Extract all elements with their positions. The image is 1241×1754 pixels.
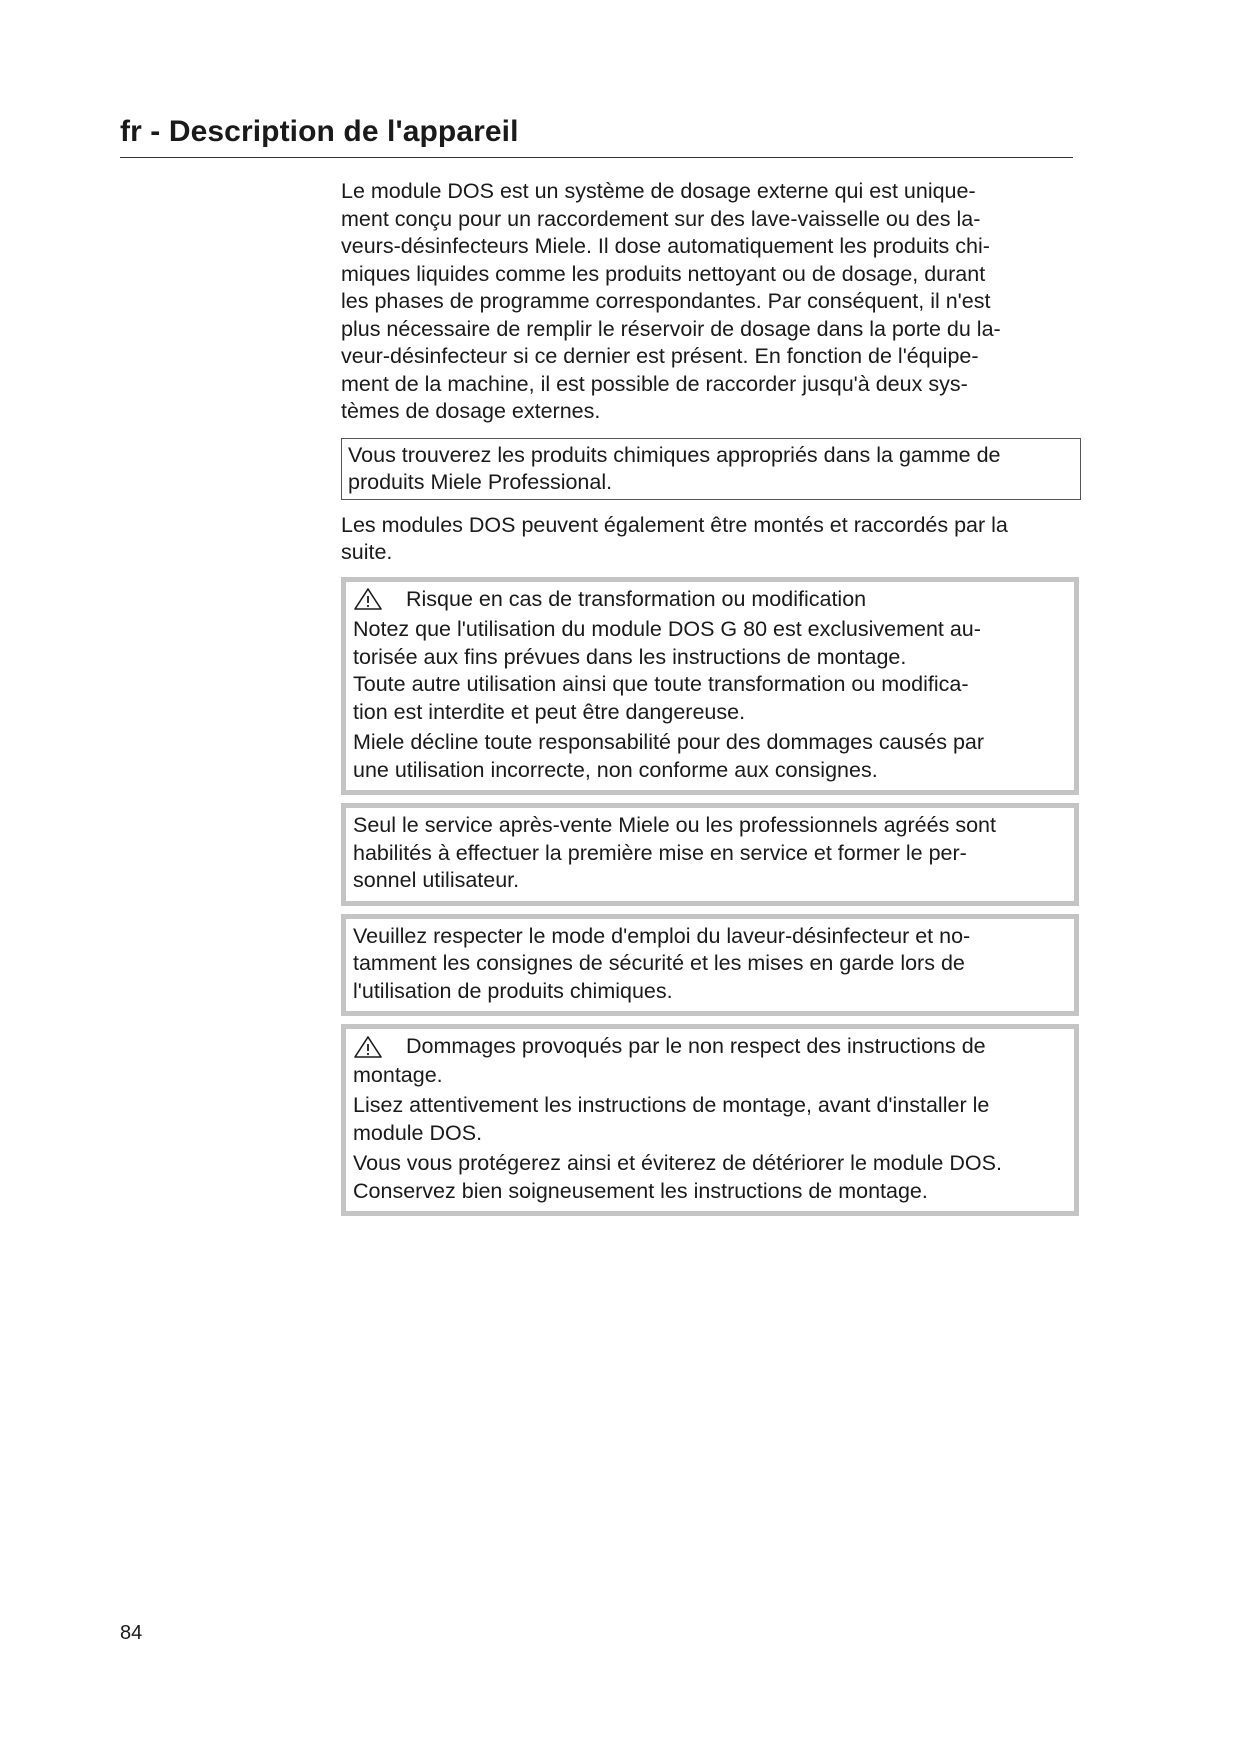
text-line: tamment les consignes de sécurité et les mises en garde lors de: [353, 951, 965, 975]
text-line: produits Miele Professional.: [348, 470, 613, 494]
page-title: fr - Description de l'appareil: [120, 115, 519, 148]
text-line: Notez que l'utilisation du module DOS G 80 est exclusivement au-: [353, 617, 981, 641]
retrofit-paragraph: [341, 512, 1069, 567]
text-line: ment de la machine, il est possible de raccorder jusqu'à deux sys-: [341, 371, 968, 396]
warning-paragraph: [353, 729, 1066, 784]
text-line: plus nécessaire de remplir le réservoir de dosage dans la porte du la-: [341, 316, 1001, 341]
text-line: Le module DOS est un système de dosage externe qui est unique-: [341, 179, 976, 203]
warning-paragraph: [353, 1150, 1066, 1205]
chemicals-note-box: [341, 438, 1081, 500]
warning-heading-row: [353, 1033, 1066, 1061]
text-line: Vous vous protégerez ainsi et éviterez de détériorer le module DOS.: [353, 1151, 1002, 1175]
text-line: veurs-désinfecteurs Miele. Il dose automatiquement les produits chi-: [341, 234, 990, 258]
service-note-box: [341, 803, 1079, 906]
warning-paragraph: [353, 1092, 1066, 1147]
page-header: [120, 114, 1073, 158]
warning-heading-row: [353, 586, 1066, 614]
text-line: Veuillez respecter le mode d'emploi du laveur-désinfecteur et no-: [353, 923, 971, 948]
warning-paragraph: [353, 671, 1066, 726]
text-line: module DOS.: [353, 1120, 483, 1145]
text-line: torisée aux fins prévues dans les instructions de montage.: [353, 644, 907, 669]
text-line: Miele décline toute responsabilité pour des dommages causés par: [353, 730, 985, 754]
text-line: Toute autre utilisation ainsi que toute transformation ou modifica-: [353, 672, 969, 696]
warning-paragraph: [353, 616, 1066, 671]
text-line: Lisez attentivement les instructions de montage, avant d'installer le: [353, 1093, 990, 1117]
text-line: ment conçu pour un raccordement sur des lave-vaisselle ou des la-: [341, 206, 981, 231]
warning-heading: Dommages provoqués par le non respect des instructions de: [406, 1034, 986, 1058]
text-line: Les modules DOS peuvent également être montés et raccordés par la: [341, 512, 1008, 537]
damage-warning-box: [341, 1024, 1079, 1216]
warning-heading: Risque en cas de transformation ou modification: [406, 586, 867, 611]
modification-warning-box: [341, 577, 1079, 796]
text-line: une utilisation incorrecte, non conforme aux consignes.: [353, 757, 878, 782]
text-line: habilités à effectuer la première mise en service et former le per-: [353, 840, 967, 865]
warning-heading-continued: montage.: [353, 1062, 443, 1087]
intro-paragraph: [341, 178, 1069, 426]
manual-note-box: [341, 914, 1079, 1017]
warning-triangle-icon: [353, 587, 383, 611]
text-line: tion est interdite et peut être dangereuse.: [353, 699, 746, 724]
text-line: Seul le service après-vente Miele ou les professionnels agréés sont: [353, 813, 996, 837]
text-line: Vous trouverez les produits chimiques appropriés dans la gamme de: [348, 442, 1001, 467]
text-line: Conservez bien soigneusement les instructions de montage.: [353, 1178, 928, 1203]
text-line: veur-désinfecteur si ce dernier est présent. En fonction de l'équipe-: [341, 344, 979, 368]
warning-triangle-icon: [353, 1035, 383, 1059]
text-line: les phases de programme correspondantes. Par conséquent, il n'est: [341, 289, 991, 313]
text-line: suite.: [341, 540, 393, 564]
main-content: [341, 178, 1081, 1224]
text-line: miques liquides comme les produits nettoyant ou de dosage, durant: [341, 261, 986, 286]
text-line: sonnel utilisateur.: [353, 868, 520, 892]
text-line: tèmes de dosage externes.: [341, 399, 601, 423]
text-line: l'utilisation de produits chimiques.: [353, 978, 673, 1003]
page-number: 84: [120, 1622, 143, 1644]
